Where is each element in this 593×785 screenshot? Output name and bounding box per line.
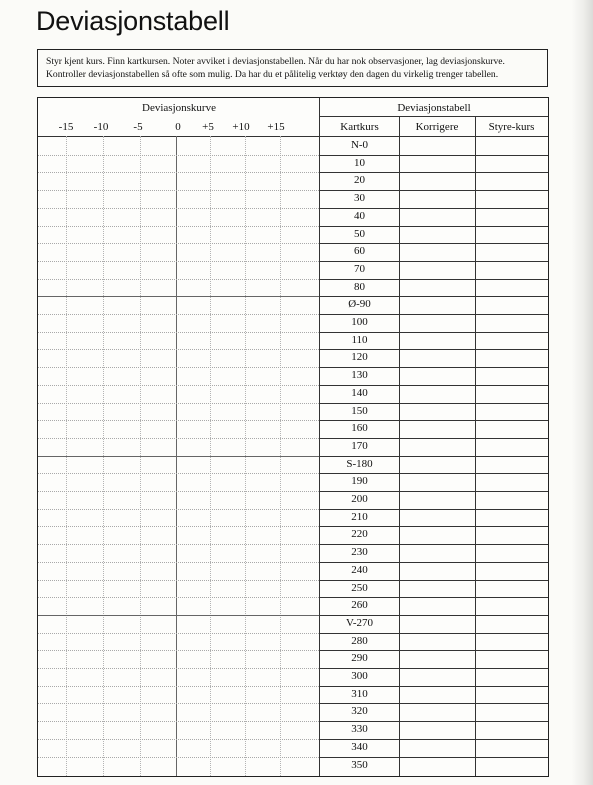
kartkurs-cell: 70 bbox=[354, 262, 365, 275]
curve-grid-horizontal bbox=[38, 597, 319, 598]
curve-grid-horizontal bbox=[38, 208, 319, 209]
kartkurs-cell: 340 bbox=[351, 740, 368, 753]
korrigere-cell bbox=[400, 544, 475, 562]
korrigere-cell bbox=[400, 526, 475, 544]
styre-kurs-cell bbox=[476, 243, 548, 261]
korrigere-cell bbox=[400, 155, 475, 173]
instruction-line-1: Styr kjent kurs. Finn kartkursen. Noter avviket i deviasjonstabellen. Når du har nok observasjoner, lag deviasjonskurve. bbox=[46, 56, 505, 67]
deviation-sheet bbox=[37, 97, 549, 777]
styre-kurs-cell bbox=[476, 544, 548, 562]
styre-kurs-cell bbox=[476, 420, 548, 438]
kartkurs-cell: S-180 bbox=[346, 457, 373, 470]
kartkurs-cell: N-0 bbox=[350, 139, 369, 151]
curve-grid-horizontal bbox=[38, 172, 319, 173]
kartkurs-cell: 290 bbox=[351, 652, 368, 665]
korrigere-cell bbox=[400, 261, 475, 279]
kartkurs-cell: 60 bbox=[354, 245, 365, 258]
styre-kurs-cell bbox=[476, 172, 548, 190]
korrigere-cell bbox=[400, 456, 475, 474]
styre-kurs-cell bbox=[476, 650, 548, 668]
curve-grid-horizontal bbox=[38, 314, 319, 315]
curve-grid-horizontal bbox=[38, 686, 319, 687]
kartkurs-cell: 30 bbox=[354, 192, 365, 205]
curve-section-line bbox=[38, 615, 319, 616]
kartkurs-cell: 260 bbox=[351, 599, 368, 612]
kartkurs-cell: 190 bbox=[351, 475, 368, 488]
kartkurs-cell: 240 bbox=[351, 563, 368, 576]
kartkurs-cell: 10 bbox=[354, 156, 365, 169]
korrigere-cell bbox=[400, 615, 475, 633]
curve-grid-horizontal bbox=[38, 491, 319, 492]
korrigere-cell bbox=[400, 332, 475, 350]
kartkurs-cell: 130 bbox=[351, 369, 368, 382]
curve-grid-horizontal bbox=[38, 155, 319, 156]
curve-grid-horizontal bbox=[38, 721, 319, 722]
kartkurs-cell: 40 bbox=[354, 209, 365, 222]
korrigere-cell bbox=[400, 243, 475, 261]
curve-grid-horizontal bbox=[38, 367, 319, 368]
styre-kurs-cell bbox=[476, 456, 548, 474]
curve-grid-horizontal bbox=[38, 562, 319, 563]
curve-grid-horizontal bbox=[38, 261, 319, 262]
kartkurs-cell: 220 bbox=[351, 528, 368, 541]
styre-kurs-cell bbox=[476, 562, 548, 580]
styre-kurs-cell bbox=[476, 190, 548, 208]
column-header-korrigere: Korrigere bbox=[415, 121, 459, 133]
korrigere-cell bbox=[400, 509, 475, 527]
kartkurs-cell: 50 bbox=[354, 227, 365, 240]
korrigere-cell bbox=[400, 296, 475, 314]
curve-tick-label: -10 bbox=[93, 121, 109, 133]
curve-grid-horizontal bbox=[38, 580, 319, 581]
styre-kurs-cell bbox=[476, 757, 548, 775]
styre-kurs-cell bbox=[476, 385, 548, 403]
curve-grid-horizontal bbox=[38, 385, 319, 386]
korrigere-cell bbox=[400, 420, 475, 438]
column-header-styre-kurs: Styre-kurs bbox=[488, 121, 535, 133]
korrigere-cell bbox=[400, 314, 475, 332]
instruction-line-2: Kontroller deviasjonstabellen så ofte som mulig. Da har du et pålitelig verktøy den dagen du virkelig trenger tabellen. bbox=[46, 69, 499, 80]
korrigere-cell bbox=[400, 473, 475, 491]
curve-grid-horizontal bbox=[38, 526, 319, 527]
styre-kurs-cell bbox=[476, 633, 548, 651]
korrigere-cell bbox=[400, 208, 475, 226]
curve-grid-horizontal bbox=[38, 509, 319, 510]
kartkurs-cell: 310 bbox=[351, 687, 368, 700]
curve-grid-horizontal bbox=[38, 190, 319, 191]
table-heading-rule bbox=[319, 116, 548, 117]
kartkurs-cell: 160 bbox=[351, 422, 368, 435]
korrigere-cell bbox=[400, 580, 475, 598]
kartkurs-cell: 140 bbox=[351, 386, 368, 399]
styre-kurs-cell bbox=[476, 155, 548, 173]
curve-grid-horizontal bbox=[38, 739, 319, 740]
curve-tick-label: +5 bbox=[202, 121, 214, 133]
styre-kurs-cell bbox=[476, 226, 548, 244]
styre-kurs-cell bbox=[476, 686, 548, 704]
styre-kurs-cell bbox=[476, 208, 548, 226]
korrigere-cell bbox=[400, 349, 475, 367]
styre-kurs-cell bbox=[476, 367, 548, 385]
styre-kurs-cell bbox=[476, 721, 548, 739]
curve-tick-label: +10 bbox=[232, 121, 250, 133]
korrigere-cell bbox=[400, 190, 475, 208]
kartkurs-cell: 100 bbox=[351, 316, 368, 328]
curve-grid-horizontal bbox=[38, 243, 319, 244]
kartkurs-cell: 210 bbox=[351, 510, 368, 523]
kartkurs-cell: 320 bbox=[351, 705, 368, 718]
kartkurs-cell: 150 bbox=[351, 404, 368, 417]
kartkurs-cell: 300 bbox=[351, 670, 368, 682]
styre-kurs-cell bbox=[476, 597, 548, 615]
kartkurs-cell: 280 bbox=[351, 634, 368, 647]
styre-kurs-cell bbox=[476, 261, 548, 279]
korrigere-cell bbox=[400, 686, 475, 704]
curve-tick-label: -5 bbox=[133, 121, 143, 133]
korrigere-cell bbox=[400, 650, 475, 668]
styre-kurs-cell bbox=[476, 279, 548, 297]
korrigere-cell bbox=[400, 403, 475, 421]
styre-kurs-cell bbox=[476, 739, 548, 757]
styre-kurs-cell bbox=[476, 668, 548, 686]
styre-kurs-cell bbox=[476, 580, 548, 598]
korrigere-cell bbox=[400, 491, 475, 509]
table-heading: Deviasjonstabell bbox=[397, 102, 471, 114]
kartkurs-cell: 230 bbox=[351, 546, 368, 559]
curve-grid-horizontal bbox=[38, 332, 319, 333]
korrigere-cell bbox=[400, 633, 475, 651]
curve-grid-horizontal bbox=[38, 757, 319, 758]
styre-kurs-cell bbox=[476, 615, 548, 633]
instructions-box bbox=[37, 49, 548, 87]
korrigere-cell bbox=[400, 739, 475, 757]
korrigere-cell bbox=[400, 385, 475, 403]
korrigere-cell bbox=[400, 279, 475, 297]
styre-kurs-cell bbox=[476, 403, 548, 421]
styre-kurs-cell bbox=[476, 296, 548, 314]
korrigere-cell bbox=[400, 757, 475, 775]
kartkurs-cell: 20 bbox=[354, 174, 365, 187]
curve-grid-horizontal bbox=[38, 420, 319, 421]
kartkurs-cell: 80 bbox=[354, 280, 365, 293]
curve-grid-horizontal bbox=[38, 668, 319, 669]
korrigere-cell bbox=[400, 721, 475, 739]
curve-grid-horizontal bbox=[38, 650, 319, 651]
styre-kurs-cell bbox=[476, 473, 548, 491]
curve-heading: Deviasjonskurve bbox=[142, 102, 216, 114]
styre-kurs-cell bbox=[476, 137, 548, 155]
korrigere-cell bbox=[400, 137, 475, 155]
korrigere-cell bbox=[400, 172, 475, 190]
curve-grid-horizontal bbox=[38, 279, 319, 280]
styre-kurs-cell bbox=[476, 438, 548, 456]
curve-grid-horizontal bbox=[38, 633, 319, 634]
kartkurs-cell: 120 bbox=[351, 351, 368, 364]
korrigere-cell bbox=[400, 226, 475, 244]
korrigere-cell bbox=[400, 668, 475, 686]
styre-kurs-cell bbox=[476, 332, 548, 350]
korrigere-cell bbox=[400, 597, 475, 615]
curve-tick-label: -15 bbox=[58, 121, 74, 133]
curve-section-line bbox=[38, 296, 319, 297]
kartkurs-cell: 170 bbox=[351, 439, 368, 452]
page-edge-shadow bbox=[571, 0, 593, 785]
curve-grid-horizontal bbox=[38, 703, 319, 704]
curve-grid-horizontal bbox=[38, 473, 319, 474]
kartkurs-cell: 250 bbox=[351, 581, 368, 594]
styre-kurs-cell bbox=[476, 314, 548, 332]
korrigere-cell bbox=[400, 438, 475, 456]
styre-kurs-cell bbox=[476, 491, 548, 509]
styre-kurs-cell bbox=[476, 526, 548, 544]
kartkurs-cell: 200 bbox=[351, 493, 368, 505]
curve-grid-horizontal bbox=[38, 438, 319, 439]
curve-section-line bbox=[38, 456, 319, 457]
curve-tick-label: +15 bbox=[267, 121, 285, 133]
styre-kurs-cell bbox=[476, 509, 548, 527]
kartkurs-cell: 350 bbox=[351, 758, 368, 771]
curve-grid-horizontal bbox=[38, 349, 319, 350]
kartkurs-cell: 110 bbox=[351, 333, 368, 346]
styre-kurs-cell bbox=[476, 703, 548, 721]
korrigere-cell bbox=[400, 367, 475, 385]
curve-grid-horizontal bbox=[38, 226, 319, 227]
korrigere-cell bbox=[400, 703, 475, 721]
page-title: Deviasjonstabell bbox=[36, 6, 230, 36]
kartkurs-cell: 330 bbox=[351, 723, 368, 736]
curve-tick-label: 0 bbox=[175, 121, 181, 133]
korrigere-cell bbox=[400, 562, 475, 580]
kartkurs-cell: Ø-90 bbox=[348, 298, 371, 311]
styre-kurs-cell bbox=[476, 349, 548, 367]
kartkurs-cell: V-270 bbox=[345, 616, 374, 629]
column-header-kartkurs: Kartkurs bbox=[340, 121, 379, 133]
curve-grid-horizontal bbox=[38, 403, 319, 404]
curve-grid-horizontal bbox=[38, 544, 319, 545]
